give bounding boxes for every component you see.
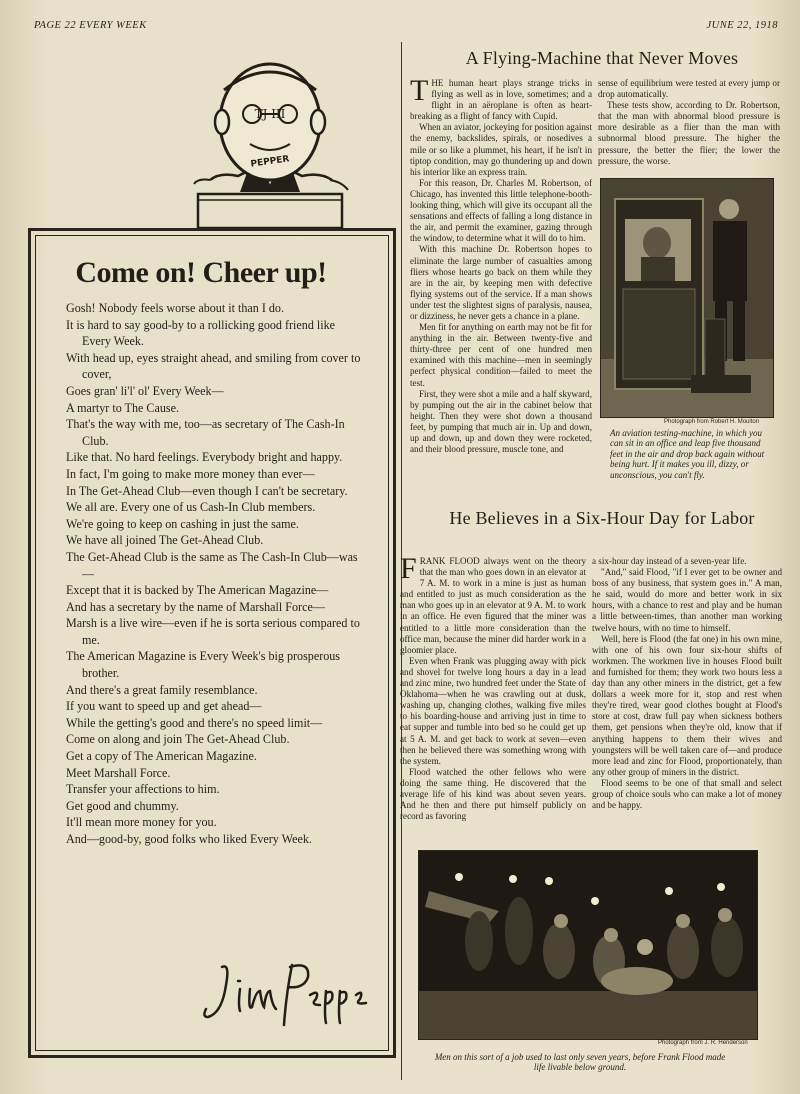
paragraph: First, they were shot a mile and a half skyward, by pumping out the air in the cabinet below that height. Then they were shot down a thousand feet, by pumping that much air in. Up and down, up and down, up and down they were rocketed, and their blood pressure, muscle tone, and	[410, 388, 592, 455]
paragraph: When an aviator, jockeying for position against the enemy, backslides, spirals, or nosedives a mile or so like a plummet, his heart, if he isn't in tiptop condition, may go thundering up and down his interior like an express train.	[410, 122, 592, 177]
paragraph: For this reason, Dr. Charles M. Robertson, of Chicago, has invented this little telephone-booth-looking thing, which will give its occupant all the sensations and effects of falling a long distance in the air, and permit the examiner, gazing through the window, to determine what it will do to him.	[410, 177, 592, 244]
verse-line: It is hard to say good-by to a rollicking good friend like Every Week.	[66, 317, 336, 349]
verse-line: We all are. Every one of us Cash-In Club members.	[66, 500, 316, 515]
article1-column2	[598, 78, 780, 167]
article2-caption: Men on this sort of a job used to last only seven years, before Frank Flood made life livable below ground.	[434, 1052, 726, 1073]
article1-title: A Flying-Machine that Never Moves	[465, 48, 739, 68]
verse-line: We have all joined The Get-Ahead Club.	[66, 533, 264, 548]
paragraph: Flood seems to be one of that small and select group of choice souls who can make a lot of money and be happy.	[592, 777, 782, 811]
verse-line: In The Get-Ahead Club—even though I can't be secretary.	[66, 483, 348, 498]
article2-column2	[592, 556, 782, 811]
drop-cap: T	[410, 74, 429, 107]
paragraph: These tests show, according to Dr. Robertson, that the man with abnormal blood pressure is more desirable as a flier than the man with subnormal blood pressure. The higher the pressure, the better the flier; the lower the pressure, the worse.	[598, 100, 780, 166]
paragraph: sense of equilibrium were tested at every jump or drop automatically.	[598, 78, 780, 100]
paragraph: "And," said Flood, "if I ever get to be owner and boss of any business, that system goes in." A man, he said, would do more and better work in six hours, with a chance to rest and play and be human a little between-times, than another man working twelve hours, with no time to himself.	[592, 567, 782, 633]
page-header-left: PAGE 22 EVERY WEEK	[34, 20, 147, 31]
verse-line: Meet Marshall Force.	[66, 765, 171, 780]
verse-line: In fact, I'm going to make more money than ever—	[66, 466, 315, 481]
paragraph: RANK FLOOD always went on the theory that the man who goes down in an elevator at 7 A. M. to work in a mine is just as human and entitled to just as much consideration as the man who goes up in an elevator at 9 A. M. to work in an office. He even figured that the miner was entitled to a little more consideration than the office man, because the miner did harder work in a gloomier place.	[400, 556, 586, 655]
article1-caption: An aviation testing-machine, in which you can sit in an office and leap five thousand feet in the air and drop back again without being hurt. If it makes you ill, dizzy, or unconscious, you can't fly.	[610, 428, 765, 480]
verse-line: Come on along and join The Get-Ahead Club.	[66, 732, 290, 747]
article1-photo-credit: Photograph from Robert H. Moulton	[664, 419, 760, 425]
paragraph: Flood watched the other fellows who were doing the same thing. He discovered that the average life of his kind was about seven years. And he then and there put himself publicly on record as favoring	[400, 766, 586, 822]
verse-line: And—good-by, good folks who liked Every Week.	[66, 832, 312, 846]
verse-line: While the getting's good and there's no speed limit—	[66, 715, 323, 730]
svg-text:TJ III: TJ III	[254, 107, 286, 121]
article2-title: He Believes in a Six-Hour Day for Labor	[449, 508, 755, 528]
verse-line: Get good and chummy.	[66, 798, 179, 813]
jim-pepper-signature	[200, 955, 370, 1030]
paragraph: a six-hour day instead of a seven-year life.	[592, 556, 747, 566]
verse-line: That's the way with me, too—as secretary of The Cash-In Club.	[66, 417, 345, 448]
article2-column1	[400, 552, 586, 822]
paragraph: Even when Frank was plugging away with pick and shovel for twelve long hours a day in a lead and zinc mine, two hundred feet under the State of Oklahoma—when he was crawling out at dusk, washing up, changing clothes, walking five miles to his boarding-house and arriving just in time to eat supper and tumble into bed so he could get up at 5 A. M. and get back to work at seven—even then he believed there was something wrong with the system.	[400, 655, 586, 766]
paragraph: HE human heart plays strange tricks in flying as well as in love, sometimes; and a flight in an aëroplane is often as heart-breaking as a flight of fancy with Cupid.	[410, 78, 592, 122]
verse-line: Goes gran' li'l' ol' Every Week—	[66, 383, 224, 398]
article2-photo-credit: Photograph from J. R. Henderson	[658, 1040, 748, 1046]
ad-verse	[66, 300, 366, 848]
miners-group-photo	[418, 850, 758, 1040]
verse-line: Get a copy of The American Magazine.	[66, 749, 257, 764]
ad-title: Come on! Cheer up!	[75, 256, 327, 289]
paragraph: With this machine Dr. Robertson hopes to eliminate the large number of casualties among fliers whose hearts go back on them while they are in the air, by keeping men with defective flying systems out of the service. If a man shows under test the slightest signs of paralysis, nausea, or dizziness, he never gets a chance in a plane.	[410, 244, 592, 321]
verse-line: And there's a great family resemblance.	[66, 682, 258, 697]
verse-line: Like that. No hard feelings. Everybody bright and happy.	[66, 450, 343, 465]
verse-line: Transfer your affections to him.	[66, 782, 220, 797]
article1-column1	[410, 74, 592, 455]
aviation-testing-machine-photo	[600, 178, 774, 418]
verse-line: The American Magazine is Every Week's big prosperous brother.	[66, 649, 341, 681]
verse-line: With head up, eyes straight ahead, and smiling from cover to cover,	[66, 350, 361, 382]
verse-line: The Get-Ahead Club is the same as The Cash-In Club—was—	[66, 549, 358, 581]
verse-line: A martyr to The Cause.	[66, 400, 179, 415]
svg-text:PEPPER: PEPPER	[249, 154, 291, 170]
verse-line: Except that it is backed by The American Magazine—	[66, 583, 329, 598]
verse-line: It'll mean more money for you.	[66, 815, 217, 830]
paragraph: Well, here is Flood (the fat one) in his own mine, with one of his own four six-hour shifts of workmen. The workmen live in houses Flood built and furnished for them; they work two hours less a day than any other miners in the district, get a few dollars a week more for it, stop and rest when they're tired, wear good clothes bought at Flood's store at cost, draw full pay when sickness bothers them, get pensions when they're old, know that if anything happens to them their wives and youngsters will be well taken care of—and produce more lead and zinc for Flood, proportionately, than any other group of miners in the district.	[592, 633, 782, 777]
drop-cap: F	[400, 552, 417, 585]
verse-line: We're going to keep on cashing in just the same.	[66, 516, 299, 531]
verse-line: Marsh is a live wire—even if he is sorta serious compared to me.	[66, 616, 360, 647]
jim-pepper-cartoon	[180, 52, 360, 232]
verse-line: If you want to speed up and get ahead—	[66, 699, 262, 714]
paragraph: Men fit for anything on earth may not be fit for anything in the air. Between twenty-five and thirty-three per cent of one hundred men examined with this machine—men in seemingly perfect physical condition—failed to meet the test.	[410, 322, 592, 388]
verse-line: And has a secretary by the name of Marshall Force—	[66, 599, 325, 614]
page-header-right: JUNE 22, 1918	[706, 20, 778, 31]
verse-line: Gosh! Nobody feels worse about it than I do.	[66, 301, 284, 315]
